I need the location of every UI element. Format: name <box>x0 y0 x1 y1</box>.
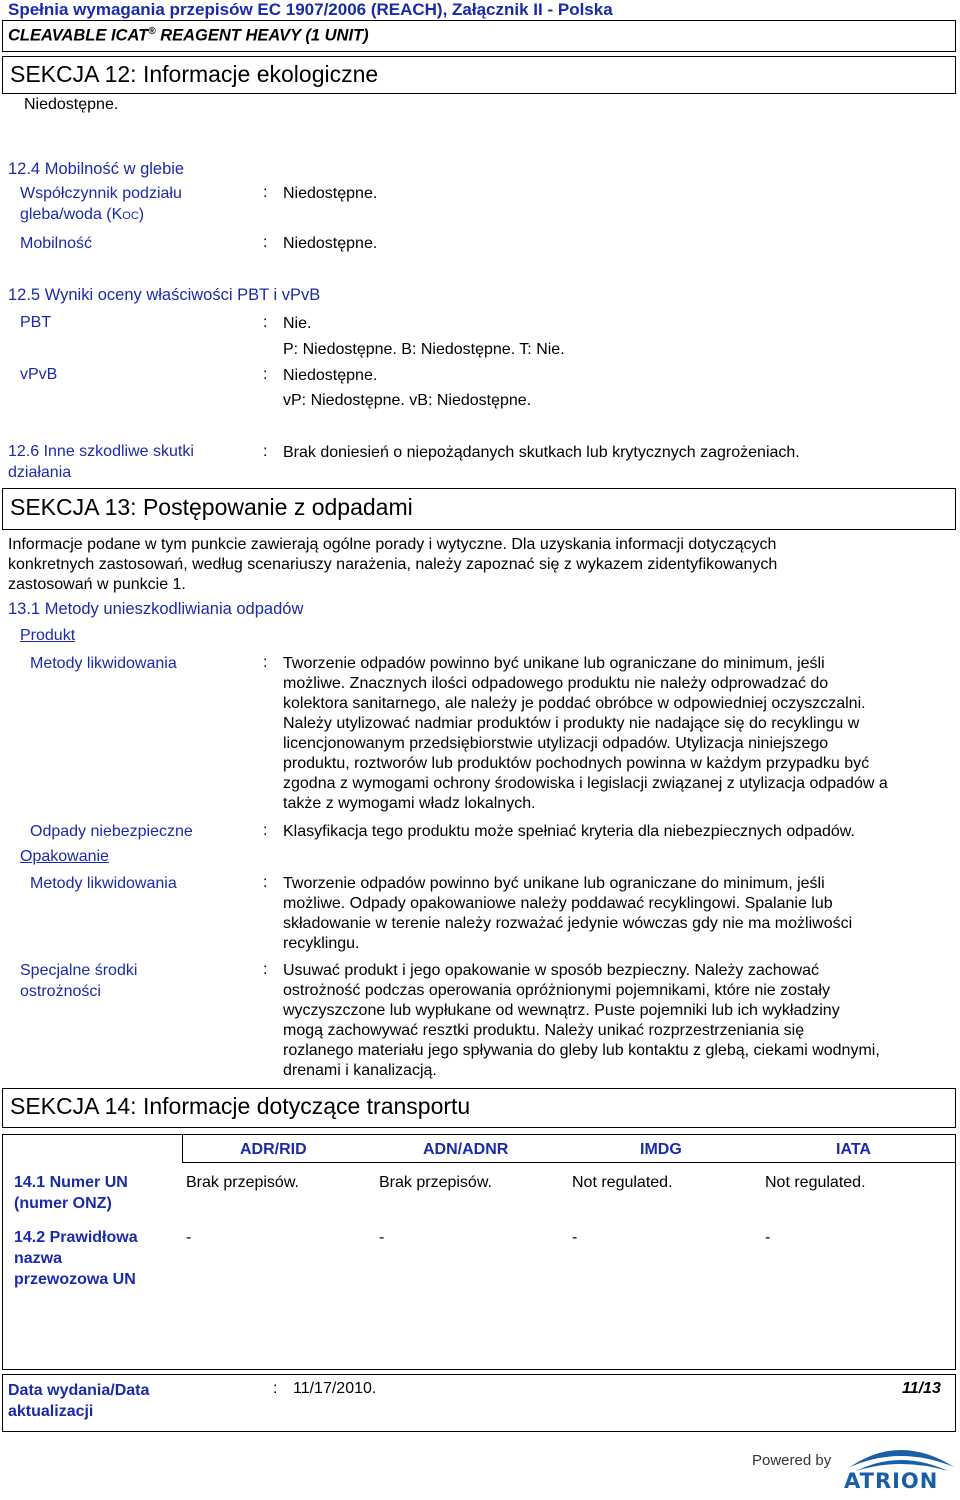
section-12-4-heading: 12.4 Mobilność w glebie <box>8 160 185 178</box>
vpvb-label: vPvB <box>20 366 58 383</box>
disposal-methods-label: Metody likwidowania <box>30 655 177 672</box>
packaging-disposal-label: Metody likwidowania <box>30 875 177 892</box>
pbt-colon: : <box>263 314 268 331</box>
section-13-1-heading: 13.1 Metody unieszkodliwiania odpadów <box>8 600 304 618</box>
issue-date-label: Data wydania/Data aktualizacji <box>8 1382 150 1420</box>
special-precautions-value: Usuwać produkt i jego opakowanie w sposób bezpieczny. Należy zachować ostrożność podczas operowania opróżnionymi pojemnikami, które nie zostały wyczyszczone lub wypłukane od wewnątrz. Puste pojemniki lub ich wykładziny mogą zachowywać resztki produktu. Należy unikać rozprzestrzeniania się rozlanego materiału jego spływania do gleby lub kontaktu z glebą, ciekami wodnymi, drenami i kanalizacją. <box>283 962 880 1079</box>
issue-date-value: 11/17/2010. <box>293 1380 377 1397</box>
packaging-disposal-colon: : <box>263 874 268 891</box>
section-14-title: SEKCJA 14: Informacje dotyczące transportu <box>10 1093 471 1119</box>
koc-colon: : <box>263 184 268 201</box>
table-cell: - <box>379 1229 385 1246</box>
packaging-disposal-value: Tworzenie odpadów powinno być unikane lub ograniczane do minimum, jeśli możliwe. Odpady opakowaniowe należy poddawać recyklingowi. Spalanie lub składowanie w terenie należy rozważać jedynie wówczas gdy nie ma możliwości recyklingu. <box>283 875 853 952</box>
mobility-value: Niedostępne. <box>283 235 378 252</box>
regulation-header: Spełnia wymagania przepisów EC 1907/2006 (REACH), Załącznik II - Polska <box>8 0 613 19</box>
transport-table-header-rule <box>182 1162 955 1163</box>
hazardous-waste-label: Odpady niebezpieczne <box>30 823 193 840</box>
page-number: 11/13 <box>902 1380 941 1397</box>
pbt-detail: P: Niedostępne. B: Niedostępne. T: Nie. <box>283 341 565 358</box>
mobility-colon: : <box>263 234 268 251</box>
transport-table <box>2 1134 956 1370</box>
table-cell: - <box>186 1229 192 1246</box>
section-12-5-heading: 12.5 Wyniki oceny właściwości PBT i vPvB <box>8 286 321 304</box>
section-12-title: SEKCJA 12: Informacje ekologiczne <box>10 61 379 87</box>
special-precautions-colon: : <box>263 961 268 978</box>
table-cell: Brak przepisów. <box>186 1174 299 1191</box>
table-row-label: 14.1 Numer UN (numer ONZ) <box>14 1174 128 1212</box>
hazardous-waste-value: Klasyfikacja tego produktu może spełniać kryteria dla niebezpiecznych odpadów. <box>283 823 855 840</box>
section-13-title: SEKCJA 13: Postępowanie z odpadami <box>10 494 413 520</box>
section-13-intro: Informacje podane w tym punkcie zawierają ogólne porady i wytyczne. Dla uzyskania informacji dotyczących konkretnych zastosowań, według scenariuszy narażenia, należy zapoznać się z wykazem zidentyfikowanych zastosowań w punkcie 1. <box>8 536 778 593</box>
table-cell: - <box>572 1229 578 1246</box>
packaging-heading: Opakowanie <box>20 848 109 865</box>
mobility-label: Mobilność <box>20 235 93 252</box>
pbt-label: PBT <box>20 314 52 331</box>
section-12-6-heading: 12.6 Inne szkodliwe skutki działania <box>8 443 194 481</box>
transport-table-left-rule <box>182 1134 183 1162</box>
col-header-adn-adnr: ADN/ADNR <box>423 1141 509 1158</box>
section-12-6-colon: : <box>263 443 268 460</box>
col-header-iata: IATA <box>836 1141 871 1158</box>
koc-label: Współczynnik podziału gleba/woda (KOC) <box>20 185 182 223</box>
disposal-methods-colon: : <box>263 654 268 671</box>
vpvb-colon: : <box>263 366 268 383</box>
table-cell: - <box>765 1229 771 1246</box>
special-precautions-label: Specjalne środki ostrożności <box>20 962 138 1000</box>
section-12-6-value: Brak doniesień o niepożądanych skutkach lub krytycznych zagrożeniach. <box>283 444 800 461</box>
powered-by-text: Powered by <box>752 1452 832 1469</box>
koc-value: Niedostępne. <box>283 185 378 202</box>
hazardous-waste-colon: : <box>263 822 268 839</box>
section-12-top-value: Niedostępne. <box>24 96 119 113</box>
col-header-adr-rid: ADR/RID <box>240 1141 307 1158</box>
issue-date-colon: : <box>273 1380 278 1397</box>
table-cell: Brak przepisów. <box>379 1174 492 1191</box>
table-row-label: 14.2 Prawidłowa nazwa przewozowa UN <box>14 1229 138 1288</box>
product-heading: Produkt <box>20 627 76 644</box>
product-name: CLEAVABLE ICAT® REAGENT HEAVY (1 UNIT) <box>8 26 369 45</box>
atrion-wordmark: ATRION <box>844 1469 939 1493</box>
disposal-methods-value: Tworzenie odpadów powinno być unikane lub ograniczane do minimum, jeśli możliwe. Znacznych ilości odpadowego produktu nie należy odprowadzać do kolektora sanitarnego, ale należy je poddać obróbce w odpowiedniej oczyszczalni. Należy utylizować nadmiar produktów i produkty nie nadające się do recyklingu w licencjonowanym przedsiębiorstwie utylizacji odpadów. Utylizacja niniejszego produktu, roztworów lub produktów pochodnych powinna w każdym przypadku być zgodna z wymogami ochrony środowiska i legislacji związanej z utylizacja odpadów a także z wymogami władz lokalnych. <box>283 655 888 812</box>
table-cell: Not regulated. <box>572 1174 673 1191</box>
atrion-logo <box>842 1437 958 1495</box>
vpvb-value: Niedostępne. <box>283 367 378 384</box>
pbt-value: Nie. <box>283 315 312 332</box>
col-header-imdg: IMDG <box>640 1141 682 1158</box>
vpvb-detail: vP: Niedostępne. vB: Niedostępne. <box>283 392 532 409</box>
table-cell: Not regulated. <box>765 1174 866 1191</box>
